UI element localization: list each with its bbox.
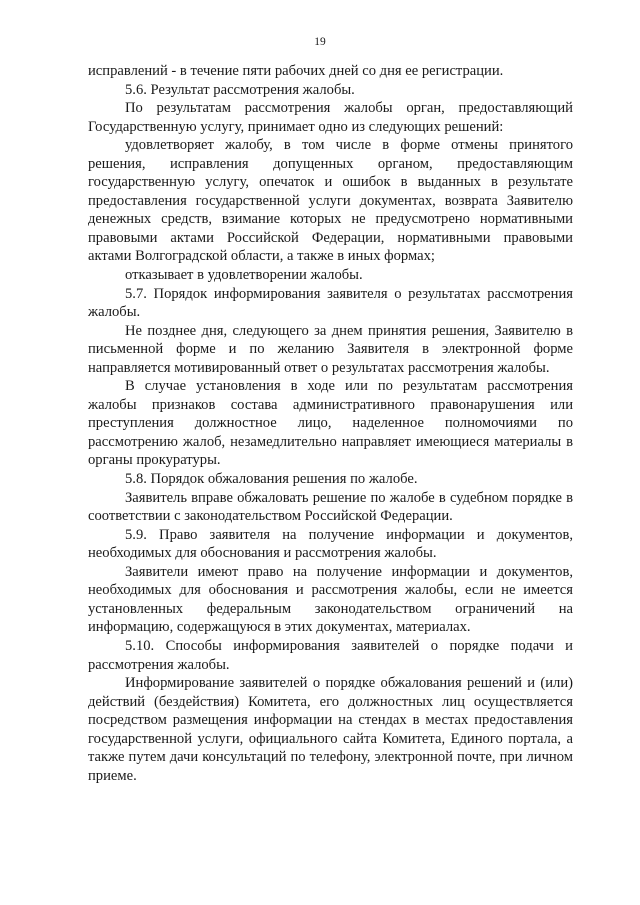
section-heading-5-10: 5.10. Способы информирования заявителей о порядке подачи и рассмотрения жалобы. xyxy=(88,637,573,673)
section-heading-5-6: 5.6. Результат рассмотрения жалобы. xyxy=(125,81,355,98)
page-number: 19 xyxy=(314,36,326,48)
paragraph-informing-methods: Информирование заявителей о порядке обжалования решений и (или) действий (бездействия) Комитета, его должностных лиц осуществляется посредством размещения информации на стендах в местах предоставления государственной услуги, официального сайта Комитета, Единого портала, а также путем дачи консультаций по телефону, электронной почте, при личном приеме. xyxy=(88,675,573,784)
section-heading-5-8: 5.8. Порядок обжалования решения по жалобе. xyxy=(125,471,418,488)
paragraph-court-appeal: Заявитель вправе обжаловать решение по жалобе в судебном порядке в соответствии с законодательством Российской Федерации. xyxy=(88,489,573,525)
section-heading-5-7: 5.7. Порядок информирования заявителя о результатах рассмотрения жалобы. xyxy=(88,285,573,321)
paragraph-response-deadline: Не позднее дня, следующего за днем принятия решения, Заявителю в письменной форме и по желанию Заявителя в электронной форме направляется мотивированный ответ о результатах рассмотрения жалобы. xyxy=(88,322,573,376)
paragraph-continuation: исправлений - в течение пяти рабочих дней со дня ее регистрации. xyxy=(88,63,504,79)
document-body xyxy=(88,62,573,785)
paragraph-decision-satisfy: удовлетворяет жалобу, в том числе в форме отмены принятого решения, исправления допущенных органом, предоставляющим государственную услугу, опечаток и ошибок в выданных в результате предоставления государственной услуги документах, возврата Заявителю денежных средств, взимание которых не предусмотрено нормативными правовыми актами Российской Федерации, нормативными правовыми актами Волгоградской области, а также в иных формах; xyxy=(88,137,573,265)
paragraph-decisions-intro: По результатам рассмотрения жалобы орган, предоставляющий Государственную услугу, принимает одно из следующих решений: xyxy=(88,100,573,135)
paragraph-information-right: Заявители имеют право на получение информации и документов, необходимых для обоснования и рассмотрения жалобы, если не имеется установленных федеральным законодательством ограничений на информацию, содержащуюся в этих документах, материалах. xyxy=(88,563,573,636)
paragraph-decision-refuse: отказывает в удовлетворении жалобы. xyxy=(125,267,363,284)
paragraph-prosecution: В случае установления в ходе или по результатам рассмотрения жалобы признаков состава административного правонарушения или преступления должностное лицо, наделенное полномочиями по рассмотрению жалоб, незамедлительно направляет имеющиеся материалы в органы прокуратуры. xyxy=(88,378,573,469)
section-heading-5-9: 5.9. Право заявителя на получение информации и документов, необходимых для обоснования и рассмотрения жалобы. xyxy=(88,526,573,562)
